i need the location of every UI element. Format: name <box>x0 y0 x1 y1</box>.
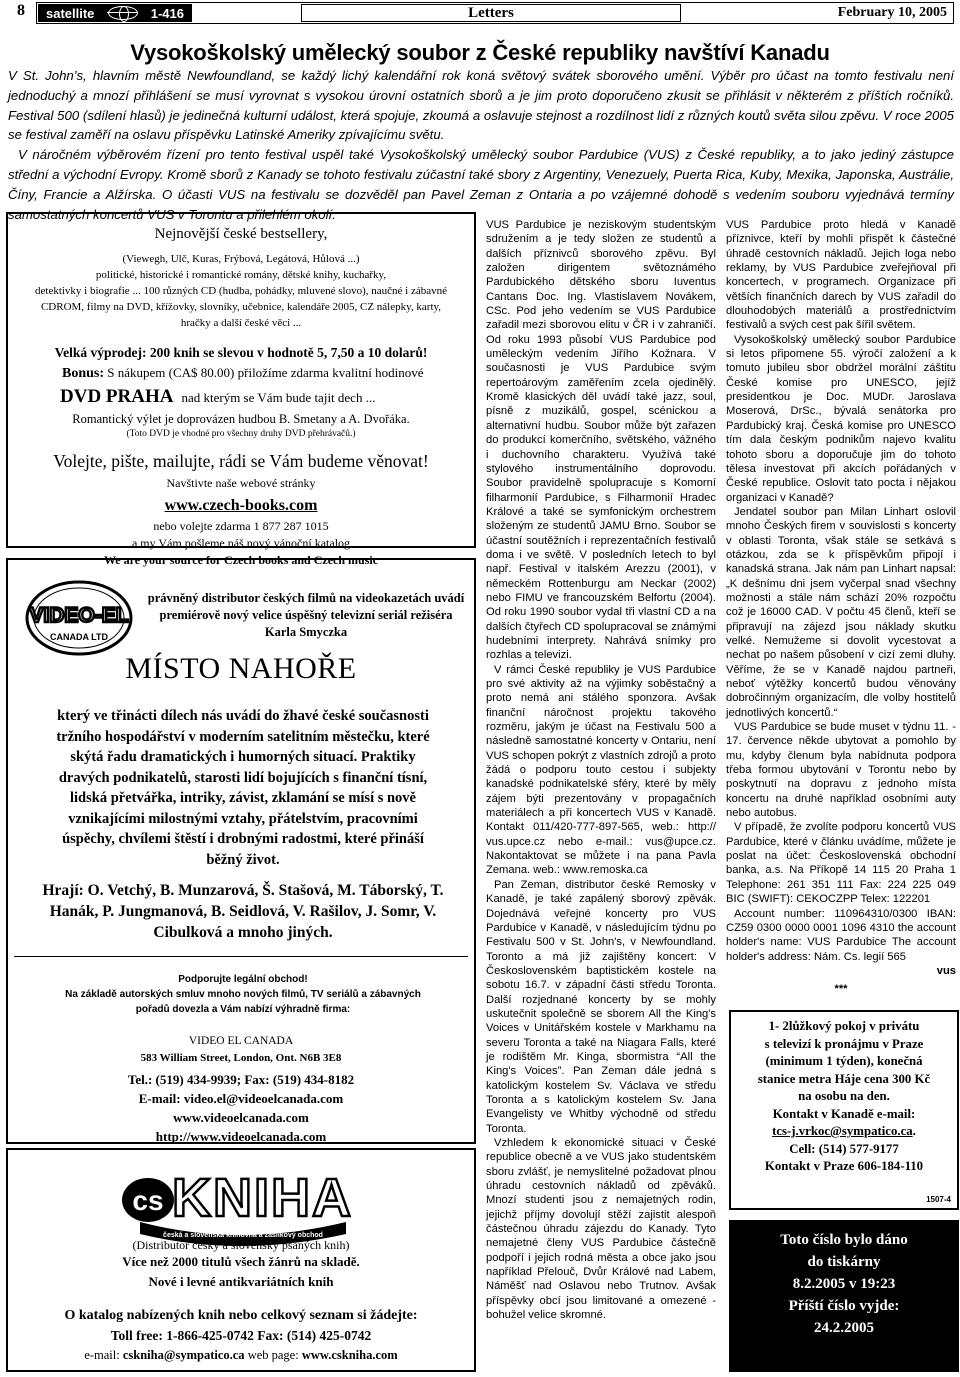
company-address: 583 William Street, London, Ont. N6B 3E8 <box>140 1052 342 1064</box>
bestsellers-line: detektivky i biografie ... 100 různých CD (hudba, pohádky, mluvené slovo), naučné i zábavné <box>35 285 447 297</box>
article-paragraph: VUS Pardubice je neziskovým studentským sdružením a je tedy složen ze studentů a dalších příznivců sborového zpěvu. Byl založen dirigentem světoznámého Pardubického dětského sboru Iuventus Cantans Doc. Ing. Vlastislavem Novákem, CSc. Pod jeho vedením se VUS Pardubice zařadil mezi sborovou elitu v ČR i v zahraničí. Od roku 1993 působí VUS Pardubice pod uměleckým vedením Jiřího Kožnara. V současnosti je VUS Pardubice svým repertoárovým zaměřením zcela ojedinělý. Kromě klasických děl uvádí také jazz, soul, písně z muzikálů, gospel, scénickou a alternativní hudbu. Soubor může být zařazen do produkcí komerčního, světského, vážného i duchovního charakteru. Využívá také stylového instrumentálního doprovodu. Soubor pravidelně spolupracuje s Komorní filharmonií Pardubice, s Filharmonií Hradec Králové a také se symfonickým orchestrem složeným ze studentů JAMU Brno. Soubor se účastní soutěžních i reprezentačních festivalů doma i ve světě. V posledních letech to byl např. Festival v italském Arezzu (2001), v německém Rottenburgu am Neckar (2002) nebo FIMU ve francouzském Belfortu (2004). Od roku 1990 soubor vydal tři vlastní CD a na dalších čtyřech CD spolupracoval se známými hudebními interprety. Nahrává snímky pro rozhlas a televizi. <box>486 219 716 662</box>
page-number: 8 <box>17 2 25 19</box>
visit-line: Navštivte naše webové stránky <box>166 476 316 490</box>
svg-text:CANADA LTD: CANADA LTD <box>50 632 108 642</box>
video-el-intro: právněný distributor českých filmů na videokazetách uvádí premiérově nový velice úspěšný televizní seriál režiséra Karla Smyczka <box>147 591 465 639</box>
brand-right: 1-416 <box>150 5 184 21</box>
article-paragraph: VUS Pardubice proto hledá v Kanadě příznivce, kteří by mohli přispět k částečné úhradě cestovních nákladů. Jejich loga nebo reklamy, by VUS Pardubice zveřejňoval při koncertech, v programech. Organizace při větších finančních darech by VUS zařadil do dlouhodobých materiálů a prostřednictvím festivalů a svých cest pak šířil světem. <box>726 219 956 332</box>
room-ad-cell: Cell: (514) 577-9177 <box>789 1141 899 1156</box>
series-description: který ve třinácti dílech nás uvádí do žhavé české současnosti tržního hospodářství v moderním satelitním městečku, které skýtá řadu dramatických i humorných situací. Praktiky dravých podnikatelů, starosti lidí bojujících s finanční tísní, lidská přetvářka, intriky, závist, zklamání se mísí s nově vznikajícími milostnými vztahy, přátelstvím, pracovními úspěchy, chvílemi štěstí i drobnými radostmi, které přináší běžný život. <box>56 708 430 868</box>
cs-kniha-ad <box>6 1148 476 1372</box>
page-header <box>36 2 954 24</box>
article-signature: vus <box>936 964 956 977</box>
issue-date: February 10, 2005 <box>837 5 947 20</box>
company-name: VIDEO EL CANADA <box>188 1035 294 1047</box>
web-label: web page: <box>247 1348 299 1362</box>
cs-kniha-email[interactable]: cskniha@sympatico.ca <box>122 1348 245 1362</box>
article-paragraph: Pan Zeman, distributor české Remosky v Kanadě, je také zapálený sborový zpěvák. Dojednává veřejné koncerty pro VUS Pardubice v Kanadě, v následujícím týdnu po Festivalu 500 v St. John's, v Newfoundland. Toronto a má již zajištěny koncert: V Československém baptistickém kostele na sobotu 16.7. v západní části středu Toronta. Další rozjednané koncerty by se mohly uskutečnit společně se sborem All the King's Voices v Unitářském kostele v Markhamu na severu Toronta a také na Niagara Falls, které je rodištěm Mr. Kinga, sbormistra “All the King's Voices”. Pan Zeman dále jedná s katolickým kostelem Sv. Václava ve středu Toronta a s katolickým kostelem Sv. Jana Evangelisty ve Whitby východně od středu Toronta. <box>486 878 716 1135</box>
bonus-text: S nákupem (CA$ 80.00) přiložíme zdarma kvalitní hodinové <box>107 365 424 380</box>
brand-tag <box>38 4 192 22</box>
svg-text:KNIHA: KNIHA <box>172 1168 353 1228</box>
issue-line: do tiskárny <box>807 1254 881 1270</box>
company-contact <box>8 1070 474 1146</box>
cs-kniha-logo <box>114 1160 364 1246</box>
cs-kniha-web[interactable]: www.cskniha.com <box>301 1348 398 1362</box>
article-paragraph: Vysokoškolský umělecký soubor Pardubice si letos připomene 55. výročí založení a k tomuto jubileu sbor obdržel morální záštitu České komise pro UNESCO, jejíž presidentkou je Doc. MUDr. Jaroslava Moserová, DrSc., bývalá senátorka pro Pardubický kraj. Česká komise pro UNESCO tím dala českým podnikům najevo kvalitu tohoto sboru a doporučuje jim do tohoto tělesa investovat při akcích pořádaných v České republice. Oslovit tato pocta i nějakou organizaci v Kanadě? <box>726 333 956 504</box>
catalog-line: a my Vám pošleme náš nový vánoční katalog <box>131 536 351 550</box>
article-column-2 <box>486 218 716 1322</box>
cs-kniha-stock: Více než 2000 titulů všech žánrů na skladě. <box>122 1254 360 1269</box>
company-web[interactable]: www.videoelcanada.com <box>173 1110 309 1125</box>
video-el-ad <box>6 558 476 1144</box>
bestsellers-line: politické, historické i romantické romány, dětské knihy, kuchařky, <box>95 269 387 281</box>
issue-line: Příští číslo vyjde: <box>788 1298 900 1314</box>
article-column-3 <box>726 218 956 997</box>
bonus-label: Bonus: <box>62 366 105 381</box>
dvd-text: nad kterým se Vám bude tajit dech ... <box>181 390 376 405</box>
issue-line: Toto číslo bylo dáno <box>780 1232 908 1248</box>
svg-text:česká a slovenská knihovna a z: česká a slovenská knihovna a zásilkový obchod <box>163 1232 323 1239</box>
issue-info-box <box>729 1220 959 1372</box>
article-paragraph: V rámci České republiky je VUS Pardubice pro své aktivity až na výjimky soběstačný a proto nemá ani stálého sponzora. Avšak finanční náročnost projektu takového rozměru, jakým je účast na Festivalu 500 a následně samostatné koncerty v Ontariu, není VUS schopen pokrýt z vlastních zdrojů a proto žádá o podporu touto cestou i subjekty kanadské podnikatelské sféry, které by měly zájem býti prezentovány v propagačních materiálech a při koncertech VUS v Kanadě. Kontakt 011/420-777-897-565, web.: http:// vus.upce.cz nebo e-mail.: vus@upce.cz. Nakontaktovat se můžete i na pana Pavla Zemana. web.: www.remoska.ca <box>486 663 716 877</box>
cs-kniha-tagline: (Distributor česky a slovensky psaných knih) <box>132 1238 350 1252</box>
czech-books-link[interactable]: www.czech-books.com <box>164 497 318 514</box>
romantic-note: (Toto DVD je vhodné pro všechny druhy DVD přehrávačů.) <box>126 429 356 439</box>
room-rental-ad <box>729 1010 959 1210</box>
cs-kniha-online <box>8 1348 474 1363</box>
contact-invite: Volejte, pište, mailujte, rádi se Vám budeme věnovat! <box>53 451 429 471</box>
sale-line: Velká výprodej: 200 knih se slevou v hodnotě 5, 7,50 a 10 dolarů! <box>54 345 428 360</box>
lead-paragraph: V St. John’s, hlavním městě Newfoundland, se každý lichý kalendářní rok koná světový svátek sborového umění. Výběr pro účast na tomto festivalu není jednoduchý a mnozí přihlášení se musí vyrovnat s vysokou úrovní ostatních sborů a je jim proto doporučeno zkusit se přihlásit v některém z příštích ročníků. Festival 500 (sdílení hlasů) je jedinečná kulturní událost, která spojuje, zkoumá a oslavuje stejnost a rozdílnost lidí z různých koutů světa silou zpěvu. V roce 2005 se festival zaměří na oslavu příspěvku Latinské Ameriky zpívajícímu světu. <box>8 68 954 143</box>
article-paragraph: Account number: 110964310/0300 IBAN: CZ59 0300 0000 0001 1096 4310 the account holder's name: VUS Pardubice The account holder's address: Nám. Cs. legií 565 <box>726 907 956 963</box>
issue-line: 8.2.2005 v 19:23 <box>792 1276 896 1292</box>
svg-text:VIDEO-EL: VIDEO-EL <box>29 604 129 627</box>
source-line: We are your source for Czech books and Czech music <box>103 553 379 567</box>
room-ad-email[interactable]: tcs-j.vrkoc@sympatico.ca. <box>772 1124 916 1138</box>
article-paragraph: Vzhledem k ekonomické situaci v České republice obecně a ve VUS jako studentském sboru zvlášť, je nemyslitelné požadovat plnou úhradu cestovních nákladů od zpěváků. Mnozí studenti jsou z nemajetných rodin, jejichž příjmy dovolují stěží zajistit alespoň částečnou úhradu zájezdu do Kanady. Tyto nemajetné členy VUS Pardubice částečně podpoří i jejich rodná města a obce jako jsou například Přelouč, Dvůr Králové nad Labem, Náměšť nad Oslavou nebo Trutnov. Avšak příspěvky obcí jsou limitované a omezené - bohužel velice skromné. <box>486 1137 716 1322</box>
article-headline: Vysokoškolský umělecký soubor z České republiky navštíví Kanadu <box>130 40 830 65</box>
article-separator: *** <box>834 983 848 996</box>
room-ad-line: na osobu na den. <box>798 1089 890 1103</box>
bestsellers-line: (Viewegh, Ulč, Kuras, Frýbová, Legátová, Hůlová ...) <box>122 253 360 265</box>
phone-line: nebo volejte zdarma 1 877 287 1015 <box>153 519 329 533</box>
article-paragraph: VUS Pardubice se bude muset v týdnu 11. - 17. července někde ubytovat a pomohlo by mu, kdyby členum byla nabídnuta podpora třeba formou ubytování v Torontu nebo by poskytnutí na dopravu z jednoho místa koncertu na druhé například osobními auty nebo autobus. <box>726 721 956 820</box>
ad-code: 1507-4 <box>926 1195 951 1204</box>
cs-kniha-catalog: O katalog nabízených knih nebo celkový seznam si žádejte: <box>64 1308 418 1323</box>
dvd-line <box>8 386 474 408</box>
svg-text:cs: cs <box>132 1185 164 1216</box>
dvd-title: DVD PRAHA <box>60 386 174 407</box>
issue-line: 24.2.2005 <box>814 1320 874 1336</box>
company-email[interactable]: E-mail: video.el@videoelcanada.com <box>138 1091 344 1106</box>
cs-kniha-antique: Nové i levné antikvariátních knih <box>148 1274 334 1289</box>
bestsellers-ad <box>6 212 476 567</box>
series-cast: Hrají: O. Vetchý, B. Munzarová, Š. Stašová, M. Táborský, T. Hanák, P. Jungmanová, B. Seidlová, V. Rašilov, J. Somr, V. Cibulková a mnoho jiných. <box>42 882 444 941</box>
room-ad-line: stanice metra Háje cena 300 Kč <box>757 1071 931 1086</box>
room-ad-prague: Kontakt v Praze 606-184-110 <box>764 1159 924 1173</box>
globe-icon <box>108 6 138 20</box>
cs-kniha-phone: Toll free: 1-866-425-0742 Fax: (514) 425-0742 <box>110 1328 372 1343</box>
bestsellers-title: Nejnovější české bestsellery, <box>154 226 328 242</box>
bonus-line <box>8 365 474 382</box>
article-paragraph: Jendatel soubor pan Milan Linhart oslovil mnoho Českých firem v souvislosti s koncerty v oblasti Toronta, však stále se setkává s otázkou, zda se k příspěvkům připojí i kanadská strana. Jak nám pan Linhart napsal: „K dešnímu dni jsem vyčerpal snad všechny možnosti a stále nám schází 20% rozpočtu což je 16000 CAD. V počtu 45 členů, kteří se připravují na zájezd jsou náklady skutku velké. Nemužeme si dovolit vycestovat a nechat po našem působení v cizí zemi dluhy. Věříme, že se v Kanadě najdou partneři, neboť výtěžky koncertů budou věnovány dobročinným organizacím, dle volby hostitelů jednotlivých koncertů.“ <box>726 505 956 719</box>
company-web-full[interactable]: http://www.videoelcanada.com <box>155 1129 327 1144</box>
romantic-line: Romantický výlet je doprovázen hudbou B. Smetany a A. Dvořáka. <box>72 412 410 426</box>
room-ad-line: 1- 2lůžkový pokoj v privátu <box>768 1019 920 1033</box>
company-tel: Tel.: (519) 434-9939; Fax: (519) 434-8182 <box>127 1072 355 1087</box>
email-label: e-mail: <box>84 1348 120 1362</box>
series-title: MÍSTO NAHOŘE <box>125 652 357 685</box>
brand-left: satellite <box>46 5 95 21</box>
legal-text: Na základě autorských smluv mnoho nových filmů, TV seriálů a zábavných pořadů dovezla a Vám nabízí výhradně firma: <box>65 989 421 1015</box>
section-title: Letters <box>301 4 681 22</box>
bestsellers-line: hračky a další české věci ... <box>180 317 302 329</box>
divider <box>14 956 468 957</box>
legal-title: Podporujte legální obchod! <box>178 974 308 985</box>
bestsellers-line: CDROM, filmy na DVD, křížovky, slovníky, učebnice, kalendáře 2005, CZ nálepky, karty, <box>40 301 442 313</box>
room-ad-line: Kontakt v Kanadě e-mail: <box>772 1106 916 1121</box>
room-ad-line: (minimum 1 týden), konečná <box>765 1054 923 1068</box>
lead-paragraph: V náročném výběrovém řízení pro tento festival uspěl také Vysokoškolský umělecký soubor Pardubice (VUS) z České republiky, a to jako jediný zástupce střední a východní Evropy. Kromě sborů z Kanady se tohoto festivalu zúčastní také sbory z Argentiny, Venezuely, Puerta Rica, Kuby, Mexika, Japonska, Austrálie, Číny, Francie a Alžírska. O účasti VUS na festivalu se dozvěděl pan Pavel Zeman z Ontaria a po vzájemné dohodě s vedením souboru vyjednává termíny samostatných koncertů VUS v Torontu a přilehlém okolí. <box>8 147 954 222</box>
article-paragraph: V případě, že zvolíte podporu koncertů VUS Pardubice, které v článku uvádíme, můžete je poslat na účet: Československá obchodní banka, a.s. Na Příkopě 14 115 20 Praha 1 Telephone: 261 351 111 Fax: 224 225 049 BIC (SWIFT): CEKOCZPP Telex: 122201 <box>726 821 956 906</box>
room-ad-line: s televizí k pronájmu v Praze <box>764 1036 924 1051</box>
video-el-logo <box>24 578 134 658</box>
legal-notice <box>48 972 438 1017</box>
article-lead <box>8 66 954 224</box>
